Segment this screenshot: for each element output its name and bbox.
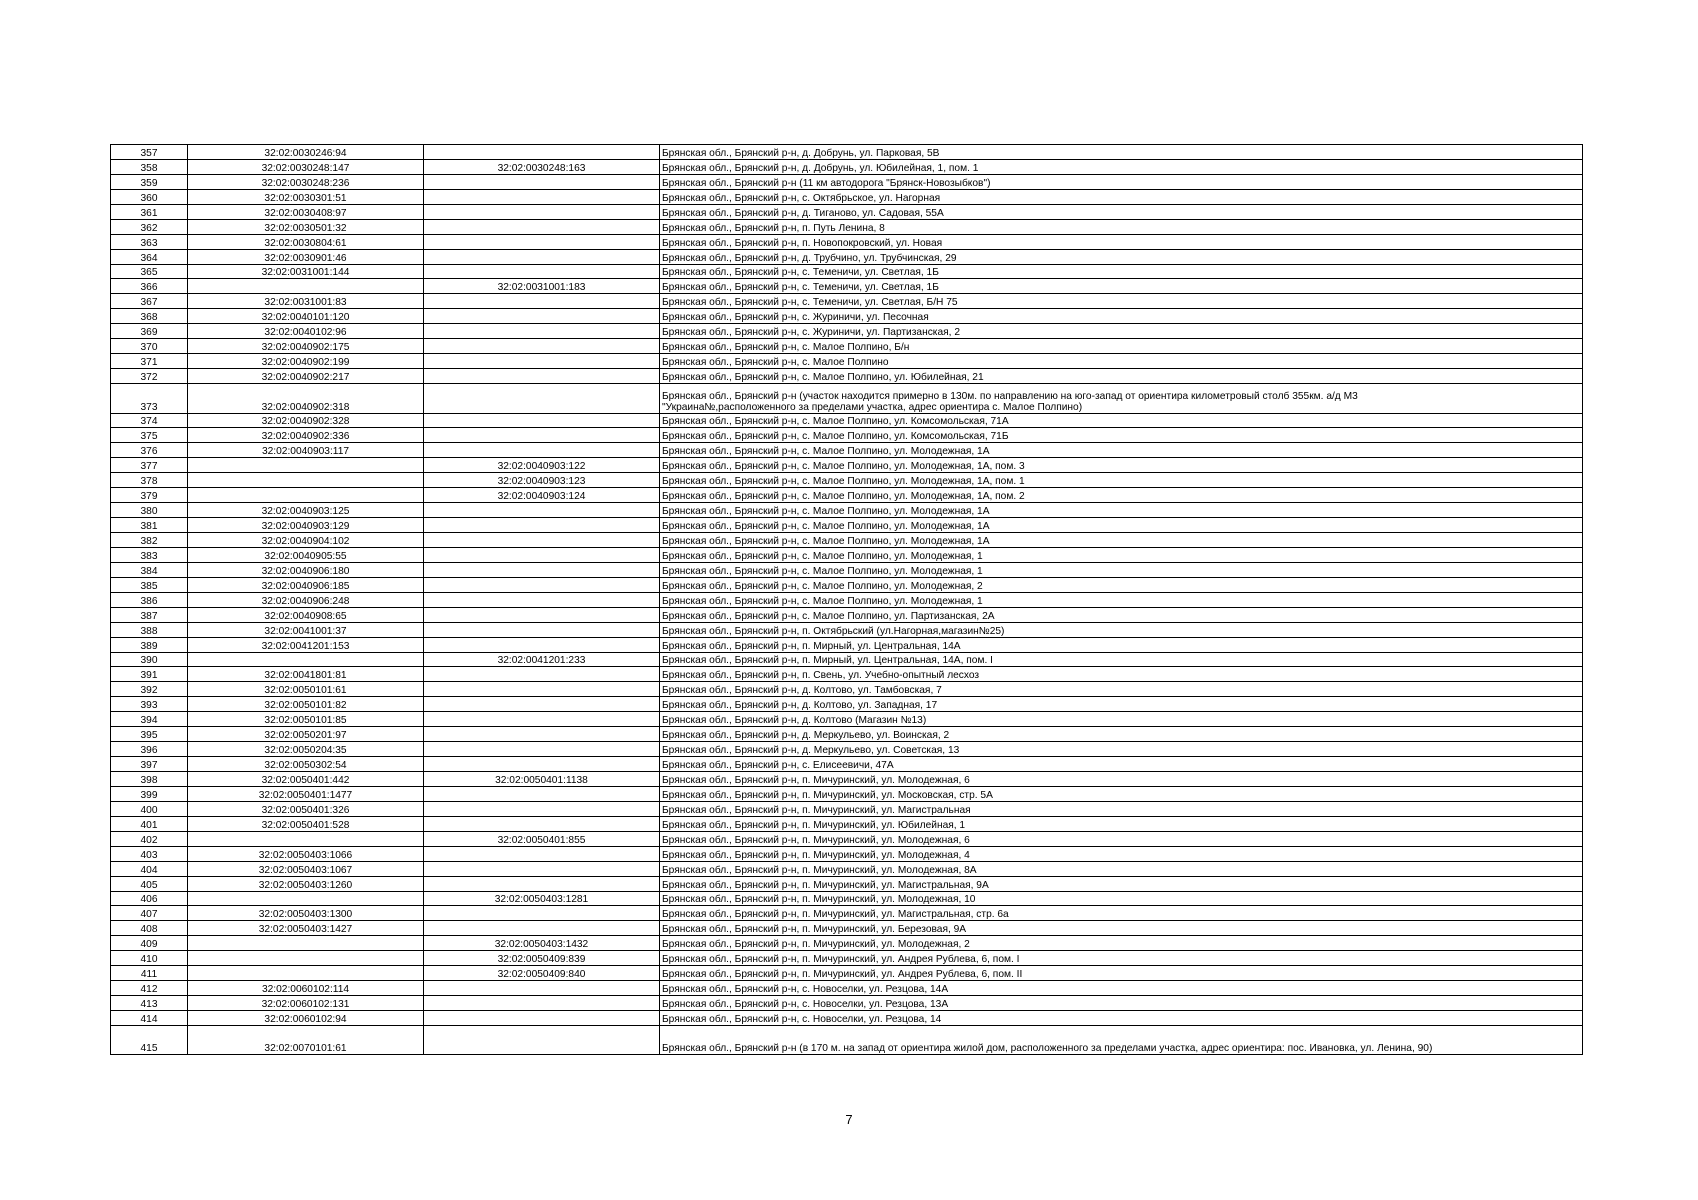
- address-cell: Брянская обл., Брянский р-н, п. Мичуринский, ул. Магистральная, 9А: [660, 876, 1583, 891]
- table-row: [111, 413, 1583, 428]
- sub-object-number-cell: [424, 861, 660, 876]
- address-cell: Брянская обл., Брянский р-н, п. Новопокровский, ул. Новая: [660, 234, 1583, 249]
- sub-object-number-cell: [424, 592, 660, 607]
- table-row: [111, 547, 1583, 562]
- cadastral-number-cell: [188, 458, 424, 473]
- address-cell: Брянская обл., Брянский р-н, д. Добрунь, ул. Юбилейная, 1, пом. 1: [660, 159, 1583, 174]
- cadastral-number-cell: 32:02:0040902:175: [188, 339, 424, 354]
- cadastral-number-cell: 32:02:0040906:185: [188, 577, 424, 592]
- sub-object-number-cell: [424, 354, 660, 369]
- address-cell: Брянская обл., Брянский р-н, д. Колтово (Магазин №13): [660, 712, 1583, 727]
- table-row: [111, 891, 1583, 906]
- row-number-cell: 370: [111, 339, 188, 354]
- table-row: [111, 384, 1583, 414]
- sub-object-number-cell: [424, 667, 660, 682]
- sub-object-number-cell: 32:02:0031001:183: [424, 279, 660, 294]
- table-row: [111, 757, 1583, 772]
- row-number-cell: 369: [111, 324, 188, 339]
- address-cell: Брянская обл., Брянский р-н, д. Меркульево, ул. Воинская, 2: [660, 727, 1583, 742]
- table-row: [111, 249, 1583, 264]
- address-cell: Брянская обл., Брянский р-н, с. Малое Полпино, ул. Молодежная, 1: [660, 547, 1583, 562]
- address-cell: Брянская обл., Брянский р-н (участок находится примерно в 130м. по направлению на юго-запад от ориентира километровый столб 355км. а/д М3 "Украина№,расположенного за пределами участка, адрес ориентира с. Малое Полпино): [660, 384, 1583, 414]
- sub-object-number-cell: [424, 757, 660, 772]
- table-row: [111, 786, 1583, 801]
- sub-object-number-cell: 32:02:0030248:163: [424, 159, 660, 174]
- cadastral-number-cell: 32:02:0050403:1300: [188, 906, 424, 921]
- cadastral-number-cell: 32:02:0030901:46: [188, 249, 424, 264]
- sub-object-number-cell: [424, 906, 660, 921]
- cadastral-number-cell: 32:02:0040101:120: [188, 309, 424, 324]
- address-cell: Брянская обл., Брянский р-н, п. Мичуринский, ул. Магистральная: [660, 801, 1583, 816]
- table-row: [111, 428, 1583, 443]
- cadastral-number-cell: 32:02:0050401:528: [188, 816, 424, 831]
- table-row: [111, 458, 1583, 473]
- address-cell: Брянская обл., Брянский р-н, с. Малое Полпино: [660, 354, 1583, 369]
- row-number-cell: 389: [111, 637, 188, 652]
- sub-object-number-cell: [424, 369, 660, 384]
- sub-object-number-cell: [424, 816, 660, 831]
- address-cell: Брянская обл., Брянский р-н, д. Тиганово, ул. Садовая, 55А: [660, 204, 1583, 219]
- table-row: [111, 234, 1583, 249]
- row-number-cell: 402: [111, 831, 188, 846]
- sub-object-number-cell: [424, 682, 660, 697]
- table-row: [111, 652, 1583, 667]
- table-row: [111, 906, 1583, 921]
- cadastral-number-cell: 32:02:0040908:65: [188, 607, 424, 622]
- cadastral-number-cell: 32:02:0031001:144: [188, 264, 424, 279]
- address-cell: Брянская обл., Брянский р-н, с. Елисеевичи, 47А: [660, 757, 1583, 772]
- cadastral-number-cell: 32:02:0031001:83: [188, 294, 424, 309]
- row-number-cell: 374: [111, 413, 188, 428]
- sub-object-number-cell: [424, 503, 660, 518]
- sub-object-number-cell: [424, 577, 660, 592]
- sub-object-number-cell: [424, 846, 660, 861]
- address-cell: Брянская обл., Брянский р-н, с. Малое Полпино, ул. Молодежная, 1А, пом. 1: [660, 473, 1583, 488]
- sub-object-number-cell: [424, 443, 660, 458]
- row-number-cell: 382: [111, 533, 188, 548]
- row-number-cell: 397: [111, 757, 188, 772]
- row-number-cell: 380: [111, 503, 188, 518]
- address-cell: Брянская обл., Брянский р-н, с. Малое Полпино, ул. Молодежная, 1А: [660, 533, 1583, 548]
- cadastral-number-cell: 32:02:0030408:97: [188, 204, 424, 219]
- row-number-cell: 396: [111, 742, 188, 757]
- row-number-cell: 388: [111, 622, 188, 637]
- cadastral-number-cell: 32:02:0050101:61: [188, 682, 424, 697]
- sub-object-number-cell: [424, 1011, 660, 1026]
- address-cell: Брянская обл., Брянский р-н, д. Трубчино, ул. Трубчинская, 29: [660, 249, 1583, 264]
- cadastral-number-cell: [188, 652, 424, 667]
- table-row: [111, 637, 1583, 652]
- row-number-cell: 394: [111, 712, 188, 727]
- row-number-cell: 414: [111, 1011, 188, 1026]
- sub-object-number-cell: [424, 562, 660, 577]
- address-cell: Брянская обл., Брянский р-н, с. Новоселки, ул. Резцова, 14А: [660, 981, 1583, 996]
- cadastral-number-cell: 32:02:0060102:131: [188, 996, 424, 1011]
- sub-object-number-cell: [424, 518, 660, 533]
- sub-object-number-cell: 32:02:0050409:839: [424, 951, 660, 966]
- cadastral-number-cell: 32:02:0040904:102: [188, 533, 424, 548]
- address-cell: Брянская обл., Брянский р-н, с. Малое Полпино, ул. Молодежная, 1А, пом. 3: [660, 458, 1583, 473]
- address-cell: Брянская обл., Брянский р-н, п. Путь Ленина, 8: [660, 219, 1583, 234]
- table-row: [111, 742, 1583, 757]
- address-cell: Брянская обл., Брянский р-н, с. Малое Полпино, ул. Молодежная, 1: [660, 592, 1583, 607]
- address-cell: Брянская обл., Брянский р-н, с. Октябрьское, ул. Нагорная: [660, 189, 1583, 204]
- sub-object-number-cell: [424, 324, 660, 339]
- table-row: [111, 518, 1583, 533]
- table-row: [111, 577, 1583, 592]
- sub-object-number-cell: [424, 697, 660, 712]
- sub-object-number-cell: [424, 981, 660, 996]
- cadastral-number-cell: [188, 891, 424, 906]
- table-row: [111, 159, 1583, 174]
- table-row: [111, 712, 1583, 727]
- table-row: [111, 697, 1583, 712]
- table-row: [111, 443, 1583, 458]
- cadastral-number-cell: 32:02:0040902:217: [188, 369, 424, 384]
- row-number-cell: 395: [111, 727, 188, 742]
- cadastral-number-cell: 32:02:0040102:96: [188, 324, 424, 339]
- table-row: [111, 339, 1583, 354]
- cadastral-number-cell: 32:02:0041001:37: [188, 622, 424, 637]
- sub-object-number-cell: 32:02:0050401:855: [424, 831, 660, 846]
- address-cell: Брянская обл., Брянский р-н, п. Мичуринский, ул. Юбилейная, 1: [660, 816, 1583, 831]
- address-cell: Брянская обл., Брянский р-н (в 170 м. на запад от ориентира жилой дом, расположенного за пределами участка, адрес ориентира: пос. Ивановка, ул. Ленина, 90): [660, 1025, 1583, 1055]
- address-cell: Брянская обл., Брянский р-н, п. Мирный, ул. Центральная, 14А: [660, 637, 1583, 652]
- row-number-cell: 410: [111, 951, 188, 966]
- address-cell: Брянская обл., Брянский р-н, п. Свень, ул. Учебно-опытный лесхоз: [660, 667, 1583, 682]
- table-row: [111, 996, 1583, 1011]
- row-number-cell: 363: [111, 234, 188, 249]
- row-number-cell: 385: [111, 577, 188, 592]
- row-number-cell: 401: [111, 816, 188, 831]
- address-cell: Брянская обл., Брянский р-н, п. Мичуринский, ул. Магистральная, стр. 6а: [660, 906, 1583, 921]
- row-number-cell: 375: [111, 428, 188, 443]
- row-number-cell: 411: [111, 966, 188, 981]
- address-cell: Брянская обл., Брянский р-н, п. Мичуринский, ул. Березовая, 9А: [660, 921, 1583, 936]
- table-row: [111, 1025, 1583, 1055]
- row-number-cell: 398: [111, 772, 188, 787]
- sub-object-number-cell: [424, 234, 660, 249]
- cadastral-number-cell: [188, 936, 424, 951]
- address-cell: Брянская обл., Брянский р-н, д. Меркульево, ул. Советская, 13: [660, 742, 1583, 757]
- row-number-cell: 387: [111, 607, 188, 622]
- sub-object-number-cell: [424, 384, 660, 414]
- address-cell: Брянская обл., Брянский р-н, п. Мичуринский, ул. Молодежная, 10: [660, 891, 1583, 906]
- table-row: [111, 294, 1583, 309]
- property-registry-table: [110, 144, 1583, 1055]
- address-cell: Брянская обл., Брянский р-н, с. Малое Полпино, ул. Партизанская, 2А: [660, 607, 1583, 622]
- table-row: [111, 816, 1583, 831]
- sub-object-number-cell: [424, 264, 660, 279]
- address-cell: Брянская обл., Брянский р-н, с. Малое Полпино, ул. Комсомольская, 71Б: [660, 428, 1583, 443]
- address-cell: Брянская обл., Брянский р-н, с. Малое Полпино, ул. Молодежная, 2: [660, 577, 1583, 592]
- sub-object-number-cell: [424, 876, 660, 891]
- sub-object-number-cell: 32:02:0040903:124: [424, 488, 660, 503]
- row-number-cell: 399: [111, 786, 188, 801]
- sub-object-number-cell: 32:02:0050403:1432: [424, 936, 660, 951]
- cadastral-number-cell: 32:02:0040902:318: [188, 384, 424, 414]
- sub-object-number-cell: [424, 428, 660, 443]
- cadastral-number-cell: 32:02:0030301:51: [188, 189, 424, 204]
- cadastral-number-cell: 32:02:0050201:97: [188, 727, 424, 742]
- sub-object-number-cell: [424, 204, 660, 219]
- row-number-cell: 409: [111, 936, 188, 951]
- cadastral-number-cell: 32:02:0050401:442: [188, 772, 424, 787]
- cadastral-number-cell: [188, 831, 424, 846]
- address-cell: Брянская обл., Брянский р-н, п. Октябрьский (ул.Нагорная,магазин№25): [660, 622, 1583, 637]
- address-cell: Брянская обл., Брянский р-н, д. Добрунь, ул. Парковая, 5В: [660, 145, 1583, 160]
- cadastral-number-cell: 32:02:0040902:336: [188, 428, 424, 443]
- row-number-cell: 406: [111, 891, 188, 906]
- page-number: 7: [845, 1112, 853, 1127]
- sub-object-number-cell: [424, 547, 660, 562]
- cadastral-number-cell: 32:02:0050401:326: [188, 801, 424, 816]
- cadastral-number-cell: 32:02:0050101:85: [188, 712, 424, 727]
- table-row: [111, 174, 1583, 189]
- table-row: [111, 1011, 1583, 1026]
- table-row: [111, 682, 1583, 697]
- address-cell: Брянская обл., Брянский р-н, с. Теменичи, ул. Светлая, 1Б: [660, 279, 1583, 294]
- cadastral-number-cell: 32:02:0040903:117: [188, 443, 424, 458]
- sub-object-number-cell: [424, 174, 660, 189]
- address-cell: Брянская обл., Брянский р-н, с. Журиничи, ул. Песочная: [660, 309, 1583, 324]
- address-cell: Брянская обл., Брянский р-н, с. Малое Полпино, ул. Молодежная, 1А: [660, 443, 1583, 458]
- row-number-cell: 391: [111, 667, 188, 682]
- row-number-cell: 365: [111, 264, 188, 279]
- sub-object-number-cell: 32:02:0050409:840: [424, 966, 660, 981]
- cadastral-number-cell: [188, 473, 424, 488]
- table-row: [111, 309, 1583, 324]
- cadastral-number-cell: [188, 966, 424, 981]
- row-number-cell: 366: [111, 279, 188, 294]
- address-cell: Брянская обл., Брянский р-н, д. Колтово, ул. Тамбовская, 7: [660, 682, 1583, 697]
- cadastral-number-cell: 32:02:0040906:180: [188, 562, 424, 577]
- table-row: [111, 727, 1583, 742]
- address-cell: Брянская обл., Брянский р-н, с. Журиничи, ул. Партизанская, 2: [660, 324, 1583, 339]
- cadastral-number-cell: [188, 951, 424, 966]
- row-number-cell: 403: [111, 846, 188, 861]
- row-number-cell: 408: [111, 921, 188, 936]
- row-number-cell: 413: [111, 996, 188, 1011]
- sub-object-number-cell: [424, 1025, 660, 1055]
- table-row: [111, 219, 1583, 234]
- row-number-cell: 386: [111, 592, 188, 607]
- address-cell: Брянская обл., Брянский р-н, п. Мичуринский, ул. Молодежная, 6: [660, 831, 1583, 846]
- cadastral-number-cell: 32:02:0060102:94: [188, 1011, 424, 1026]
- table-row: [111, 772, 1583, 787]
- table-row: [111, 846, 1583, 861]
- sub-object-number-cell: [424, 339, 660, 354]
- table-row: [111, 264, 1583, 279]
- address-cell: Брянская обл., Брянский р-н, п. Мичуринский, ул. Андрея Рублева, 6, пом. I: [660, 951, 1583, 966]
- address-cell: Брянская обл., Брянский р-н, с. Малое Полпино, Б/н: [660, 339, 1583, 354]
- sub-object-number-cell: [424, 637, 660, 652]
- cadastral-number-cell: 32:02:0040902:199: [188, 354, 424, 369]
- sub-object-number-cell: 32:02:0041201:233: [424, 652, 660, 667]
- sub-object-number-cell: [424, 294, 660, 309]
- sub-object-number-cell: [424, 607, 660, 622]
- address-cell: Брянская обл., Брянский р-н, д. Колтово, ул. Западная, 17: [660, 697, 1583, 712]
- row-number-cell: 379: [111, 488, 188, 503]
- row-number-cell: 360: [111, 189, 188, 204]
- table-row: [111, 324, 1583, 339]
- sub-object-number-cell: 32:02:0050401:1138: [424, 772, 660, 787]
- sub-object-number-cell: [424, 309, 660, 324]
- row-number-cell: 404: [111, 861, 188, 876]
- address-cell: Брянская обл., Брянский р-н, с. Новоселки, ул. Резцова, 13А: [660, 996, 1583, 1011]
- cadastral-number-cell: 32:02:0040903:125: [188, 503, 424, 518]
- address-cell: Брянская обл., Брянский р-н, с. Теменичи, ул. Светлая, 1Б: [660, 264, 1583, 279]
- cadastral-number-cell: 32:02:0030248:236: [188, 174, 424, 189]
- row-number-cell: 377: [111, 458, 188, 473]
- row-number-cell: 415: [111, 1025, 188, 1055]
- row-number-cell: 392: [111, 682, 188, 697]
- cadastral-number-cell: 32:02:0041801:81: [188, 667, 424, 682]
- row-number-cell: 383: [111, 547, 188, 562]
- sub-object-number-cell: [424, 921, 660, 936]
- table-row: [111, 488, 1583, 503]
- cadastral-number-cell: [188, 279, 424, 294]
- table-row: [111, 473, 1583, 488]
- address-cell: Брянская обл., Брянский р-н, с. Новоселки, ул. Резцова, 14: [660, 1011, 1583, 1026]
- table-row: [111, 533, 1583, 548]
- row-number-cell: 393: [111, 697, 188, 712]
- table-row: [111, 189, 1583, 204]
- table-row: [111, 622, 1583, 637]
- cadastral-number-cell: 32:02:0041201:153: [188, 637, 424, 652]
- address-cell: Брянская обл., Брянский р-н, с. Малое Полпино, ул. Комсомольская, 71А: [660, 413, 1583, 428]
- sub-object-number-cell: 32:02:0040903:122: [424, 458, 660, 473]
- cadastral-number-cell: 32:02:0050401:1477: [188, 786, 424, 801]
- cadastral-number-cell: 32:02:0050403:1067: [188, 861, 424, 876]
- address-cell: Брянская обл., Брянский р-н, п. Мичуринский, ул. Молодежная, 8А: [660, 861, 1583, 876]
- row-number-cell: 367: [111, 294, 188, 309]
- row-number-cell: 390: [111, 652, 188, 667]
- address-cell: Брянская обл., Брянский р-н, с. Малое Полпино, ул. Молодежная, 1А: [660, 518, 1583, 533]
- table-row: [111, 369, 1583, 384]
- cadastral-number-cell: 32:02:0030501:32: [188, 219, 424, 234]
- table-row: [111, 951, 1583, 966]
- cadastral-number-cell: 32:02:0050403:1427: [188, 921, 424, 936]
- table-row: [111, 801, 1583, 816]
- sub-object-number-cell: [424, 996, 660, 1011]
- row-number-cell: 368: [111, 309, 188, 324]
- table-row: [111, 354, 1583, 369]
- address-cell: Брянская обл., Брянский р-н, п. Мичуринский, ул. Андрея Рублева, 6, пом. II: [660, 966, 1583, 981]
- table-row: [111, 562, 1583, 577]
- table-row: [111, 831, 1583, 846]
- address-cell: Брянская обл., Брянский р-н, с. Малое Полпино, ул. Молодежная, 1: [660, 562, 1583, 577]
- row-number-cell: 361: [111, 204, 188, 219]
- row-number-cell: 412: [111, 981, 188, 996]
- row-number-cell: 371: [111, 354, 188, 369]
- row-number-cell: 362: [111, 219, 188, 234]
- address-cell: Брянская обл., Брянский р-н, с. Малое Полпино, ул. Молодежная, 1А, пом. 2: [660, 488, 1583, 503]
- sub-object-number-cell: [424, 249, 660, 264]
- cadastral-number-cell: 32:02:0030248:147: [188, 159, 424, 174]
- cadastral-number-cell: 32:02:0050101:82: [188, 697, 424, 712]
- address-cell: Брянская обл., Брянский р-н, с. Теменичи, ул. Светлая, Б/Н 75: [660, 294, 1583, 309]
- row-number-cell: 359: [111, 174, 188, 189]
- table-row: [111, 592, 1583, 607]
- table-row: [111, 667, 1583, 682]
- cadastral-number-cell: 32:02:0040906:248: [188, 592, 424, 607]
- sub-object-number-cell: 32:02:0050403:1281: [424, 891, 660, 906]
- row-number-cell: 384: [111, 562, 188, 577]
- row-number-cell: 373: [111, 384, 188, 414]
- row-number-cell: 405: [111, 876, 188, 891]
- table-row: [111, 204, 1583, 219]
- cadastral-number-cell: [188, 488, 424, 503]
- table-row: [111, 145, 1583, 160]
- address-cell: Брянская обл., Брянский р-н, п. Мирный, ул. Центральная, 14А, пом. I: [660, 652, 1583, 667]
- sub-object-number-cell: [424, 145, 660, 160]
- table-row: [111, 921, 1583, 936]
- cadastral-number-cell: 32:02:0060102:114: [188, 981, 424, 996]
- cadastral-number-cell: 32:02:0040905:55: [188, 547, 424, 562]
- table-row: [111, 876, 1583, 891]
- row-number-cell: 358: [111, 159, 188, 174]
- row-number-cell: 400: [111, 801, 188, 816]
- row-number-cell: 376: [111, 443, 188, 458]
- table-row: [111, 936, 1583, 951]
- address-cell: Брянская обл., Брянский р-н, с. Малое Полпино, ул. Молодежная, 1А: [660, 503, 1583, 518]
- sub-object-number-cell: [424, 533, 660, 548]
- row-number-cell: 407: [111, 906, 188, 921]
- table-row: [111, 966, 1583, 981]
- sub-object-number-cell: [424, 727, 660, 742]
- table-row: [111, 607, 1583, 622]
- row-number-cell: 364: [111, 249, 188, 264]
- registry-body: [111, 145, 1583, 1055]
- table-row: [111, 503, 1583, 518]
- table-row: [111, 861, 1583, 876]
- address-cell: Брянская обл., Брянский р-н, п. Мичуринский, ул. Молодежная, 2: [660, 936, 1583, 951]
- cadastral-number-cell: 32:02:0030246:94: [188, 145, 424, 160]
- address-cell: Брянская обл., Брянский р-н, п. Мичуринский, ул. Молодежная, 4: [660, 846, 1583, 861]
- sub-object-number-cell: [424, 712, 660, 727]
- sub-object-number-cell: [424, 742, 660, 757]
- address-cell: Брянская обл., Брянский р-н (11 км автодорога "Брянск-Новозыбков"): [660, 174, 1583, 189]
- row-number-cell: 381: [111, 518, 188, 533]
- address-cell: Брянская обл., Брянский р-н, п. Мичуринский, ул. Молодежная, 6: [660, 772, 1583, 787]
- cadastral-number-cell: 32:02:0050403:1260: [188, 876, 424, 891]
- table-row: [111, 279, 1583, 294]
- cadastral-number-cell: 32:02:0050403:1066: [188, 846, 424, 861]
- sub-object-number-cell: [424, 801, 660, 816]
- cadastral-number-cell: 32:02:0040902:328: [188, 413, 424, 428]
- row-number-cell: 378: [111, 473, 188, 488]
- sub-object-number-cell: [424, 622, 660, 637]
- row-number-cell: 357: [111, 145, 188, 160]
- sub-object-number-cell: [424, 413, 660, 428]
- cadastral-number-cell: 32:02:0040903:129: [188, 518, 424, 533]
- cadastral-number-cell: 32:02:0050204:35: [188, 742, 424, 757]
- row-number-cell: 372: [111, 369, 188, 384]
- sub-object-number-cell: [424, 786, 660, 801]
- sub-object-number-cell: [424, 189, 660, 204]
- cadastral-number-cell: 32:02:0030804:61: [188, 234, 424, 249]
- cadastral-number-cell: 32:02:0050302:54: [188, 757, 424, 772]
- sub-object-number-cell: [424, 219, 660, 234]
- table-row: [111, 981, 1583, 996]
- cadastral-number-cell: 32:02:0070101:61: [188, 1025, 424, 1055]
- address-cell: Брянская обл., Брянский р-н, п. Мичуринский, ул. Московская, стр. 5А: [660, 786, 1583, 801]
- address-cell: Брянская обл., Брянский р-н, с. Малое Полпино, ул. Юбилейная, 21: [660, 369, 1583, 384]
- sub-object-number-cell: 32:02:0040903:123: [424, 473, 660, 488]
